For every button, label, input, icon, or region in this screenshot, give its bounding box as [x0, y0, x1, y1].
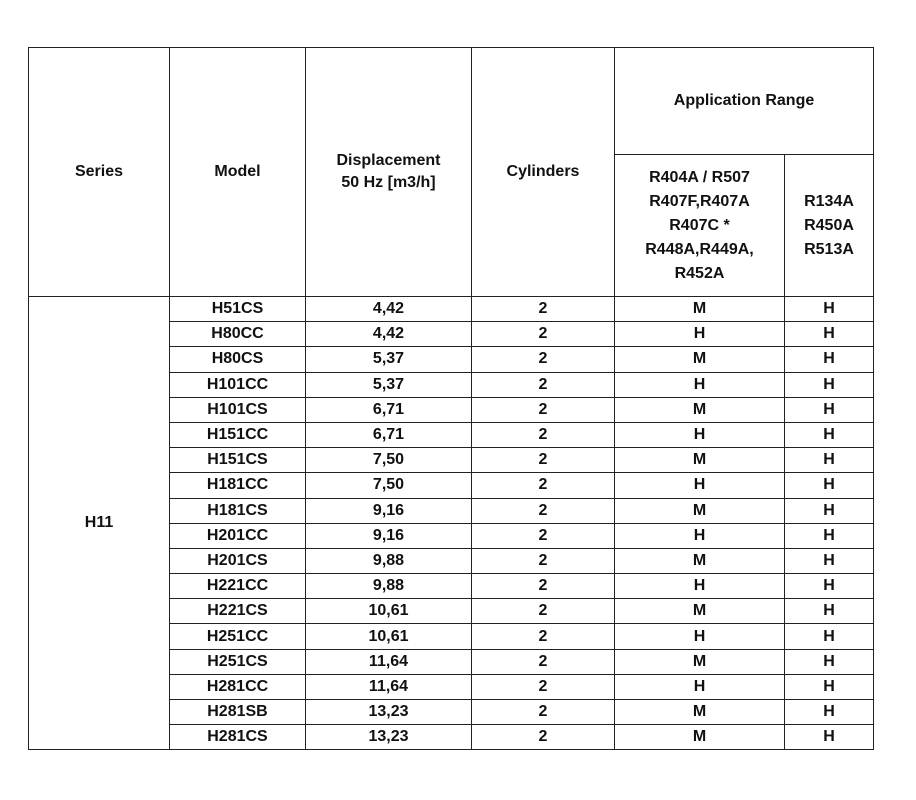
model-cell: H101CS	[170, 397, 306, 422]
displacement-cell: 13,23	[306, 700, 472, 725]
header-refrigerant-group-2	[785, 155, 874, 297]
model-cell: H251CS	[170, 649, 306, 674]
series-cell: H11	[29, 297, 170, 750]
application-range-2-cell: H	[785, 347, 874, 372]
model-cell: H281CC	[170, 674, 306, 699]
cylinders-cell: 2	[472, 448, 615, 473]
model-cell: H281CS	[170, 725, 306, 750]
cylinders-cell: 2	[472, 397, 615, 422]
displacement-cell: 5,37	[306, 347, 472, 372]
application-range-2-cell: H	[785, 473, 874, 498]
displacement-cell: 9,16	[306, 523, 472, 548]
cylinders-cell: 2	[472, 297, 615, 322]
displacement-cell: 7,50	[306, 448, 472, 473]
application-range-1-cell: M	[615, 725, 785, 750]
header-series: Series	[29, 48, 170, 297]
application-range-1-cell: M	[615, 397, 785, 422]
model-cell: H251CC	[170, 624, 306, 649]
model-cell: H151CC	[170, 422, 306, 447]
displacement-cell: 4,42	[306, 322, 472, 347]
refrigerant-label: R134A	[804, 192, 854, 210]
refrigerant-label: R513A	[804, 240, 854, 258]
displacement-cell: 10,61	[306, 624, 472, 649]
model-cell: H221CS	[170, 599, 306, 624]
cylinders-cell: 2	[472, 523, 615, 548]
displacement-cell: 13,23	[306, 725, 472, 750]
displacement-cell: 5,37	[306, 372, 472, 397]
application-range-2-cell: H	[785, 599, 874, 624]
cylinders-cell: 2	[472, 372, 615, 397]
model-cell: H181CS	[170, 498, 306, 523]
displacement-cell: 6,71	[306, 422, 472, 447]
refrigerant-label: R407F,R407A	[649, 192, 750, 210]
application-range-1-cell: M	[615, 599, 785, 624]
application-range-1-cell: H	[615, 624, 785, 649]
application-range-2-cell: H	[785, 397, 874, 422]
application-range-2-cell: H	[785, 448, 874, 473]
refrigerant-label: R404A / R507	[649, 168, 750, 186]
header-model: Model	[170, 48, 306, 297]
application-range-2-cell: H	[785, 725, 874, 750]
header-displacement-line2: 50 Hz [m3/h]	[341, 174, 436, 191]
application-range-2-cell: H	[785, 548, 874, 573]
cylinders-cell: 2	[472, 700, 615, 725]
application-range-1-cell: M	[615, 297, 785, 322]
application-range-1-cell: H	[615, 422, 785, 447]
displacement-cell: 11,64	[306, 649, 472, 674]
application-range-1-cell: M	[615, 498, 785, 523]
cylinders-cell: 2	[472, 599, 615, 624]
application-range-1-cell: M	[615, 548, 785, 573]
model-cell: H201CC	[170, 523, 306, 548]
model-cell: H221CC	[170, 574, 306, 599]
displacement-cell: 7,50	[306, 473, 472, 498]
refrigerant-label: R407C *	[669, 216, 730, 234]
application-range-1-cell: M	[615, 700, 785, 725]
cylinders-cell: 2	[472, 649, 615, 674]
displacement-cell: 11,64	[306, 674, 472, 699]
displacement-cell: 9,88	[306, 574, 472, 599]
refrigerant-label: R450A	[804, 216, 854, 234]
model-cell: H151CS	[170, 448, 306, 473]
cylinders-cell: 2	[472, 322, 615, 347]
application-range-2-cell: H	[785, 700, 874, 725]
application-range-1-cell: H	[615, 372, 785, 397]
application-range-1-cell: H	[615, 473, 785, 498]
refrigerant-label: R448A,R449A,	[645, 240, 754, 258]
model-cell: H80CS	[170, 347, 306, 372]
application-range-2-cell: H	[785, 297, 874, 322]
table-body	[29, 297, 874, 750]
model-cell: H101CC	[170, 372, 306, 397]
application-range-2-cell: H	[785, 322, 874, 347]
application-range-1-cell: M	[615, 347, 785, 372]
cylinders-cell: 2	[472, 574, 615, 599]
compressor-spec-table	[28, 47, 874, 750]
application-range-2-cell: H	[785, 498, 874, 523]
table-row	[29, 297, 874, 322]
header-refrigerant-group-1	[615, 155, 785, 297]
header-displacement	[306, 48, 472, 297]
application-range-1-cell: M	[615, 448, 785, 473]
model-cell: H51CS	[170, 297, 306, 322]
model-cell: H201CS	[170, 548, 306, 573]
application-range-1-cell: H	[615, 322, 785, 347]
application-range-2-cell: H	[785, 574, 874, 599]
refrigerant-label: R452A	[674, 264, 725, 282]
displacement-cell: 10,61	[306, 599, 472, 624]
cylinders-cell: 2	[472, 347, 615, 372]
application-range-2-cell: H	[785, 523, 874, 548]
header-cylinders: Cylinders	[472, 48, 615, 297]
header-displacement-line1: Displacement	[336, 152, 441, 169]
application-range-1-cell: H	[615, 574, 785, 599]
application-range-1-cell: H	[615, 523, 785, 548]
cylinders-cell: 2	[472, 422, 615, 447]
cylinders-cell: 2	[472, 473, 615, 498]
displacement-cell: 9,16	[306, 498, 472, 523]
cylinders-cell: 2	[472, 624, 615, 649]
application-range-1-cell: H	[615, 674, 785, 699]
model-cell: H281SB	[170, 700, 306, 725]
application-range-1-cell: M	[615, 649, 785, 674]
application-range-2-cell: H	[785, 422, 874, 447]
model-cell: H181CC	[170, 473, 306, 498]
header-application-range: Application Range	[615, 48, 874, 155]
cylinders-cell: 2	[472, 725, 615, 750]
model-cell: H80CC	[170, 322, 306, 347]
application-range-2-cell: H	[785, 649, 874, 674]
application-range-2-cell: H	[785, 624, 874, 649]
displacement-cell: 9,88	[306, 548, 472, 573]
cylinders-cell: 2	[472, 674, 615, 699]
application-range-2-cell: H	[785, 674, 874, 699]
displacement-cell: 4,42	[306, 297, 472, 322]
cylinders-cell: 2	[472, 548, 615, 573]
cylinders-cell: 2	[472, 498, 615, 523]
application-range-2-cell: H	[785, 372, 874, 397]
displacement-cell: 6,71	[306, 397, 472, 422]
